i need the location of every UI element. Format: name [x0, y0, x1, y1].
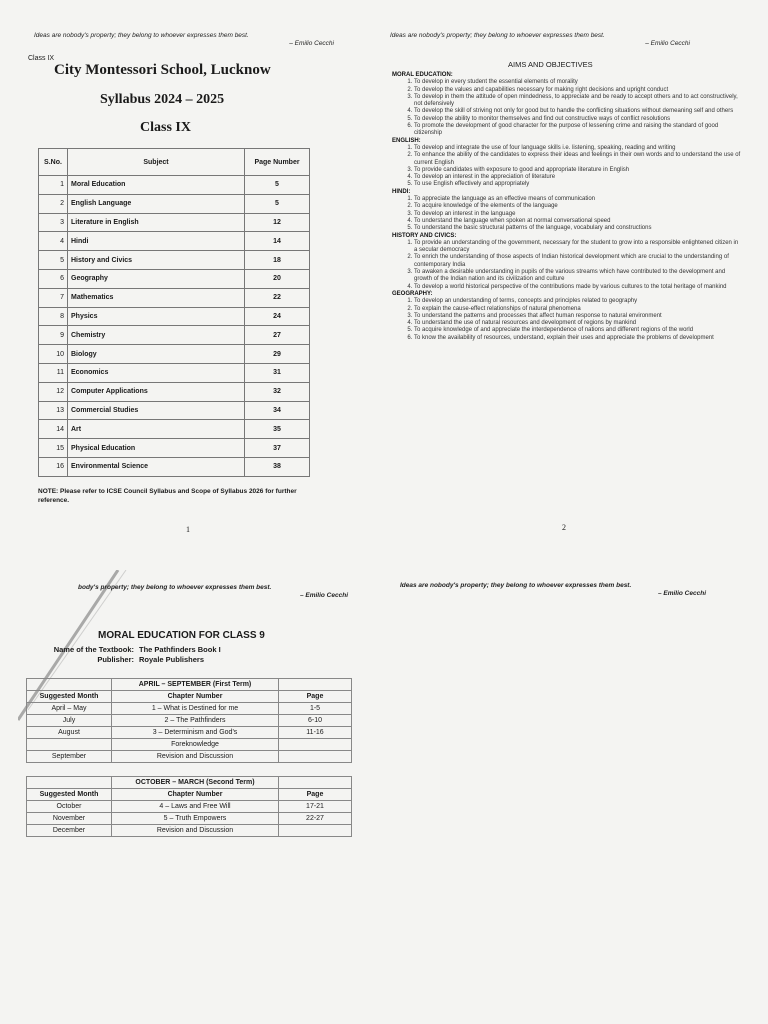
table-row [39, 269, 310, 288]
row-page [279, 739, 352, 751]
syllabus-year: Syllabus 2024 – 2025 [100, 92, 225, 107]
row-page: 27 [245, 326, 310, 345]
objective-item: 2. To develop the values and capabilities necessary for making right decisions and upright conduct [414, 87, 742, 94]
aims-body [392, 72, 742, 342]
second-term-body [27, 801, 352, 837]
table-header-row [39, 149, 310, 176]
objective-item: 3. To develop an interest in the language [414, 211, 742, 218]
row-sno: 14 [39, 420, 68, 439]
publisher-label: Publisher: [97, 655, 134, 664]
row-subject: Literature in English [68, 213, 245, 232]
class-title: Class IX [140, 120, 191, 135]
row-subject: Computer Applications [68, 382, 245, 401]
first-term-body [27, 703, 352, 763]
col-month: Suggested Month [27, 789, 112, 801]
row-page: 31 [245, 363, 310, 382]
row-chapter: 2 – The Pathfinders [112, 715, 279, 727]
school-name: City Montessori School, Lucknow [54, 62, 271, 78]
objective-item: 6. To know the availability of resources, understand, explain their uses and appreciate the problems of development [414, 335, 742, 342]
row-page: 38 [245, 457, 310, 476]
row-sno: 1 [39, 176, 68, 195]
row-sno: 10 [39, 345, 68, 364]
row-sno: 4 [39, 232, 68, 251]
row-page: 17-21 [279, 801, 352, 813]
objective-item: 3. To awaken a desirable understanding in pupils of the various streams which have contributed to the development and growth of the Indian nation and its civilization and culture [414, 269, 742, 284]
row-subject: Economics [68, 363, 245, 382]
objective-item: 3. To provide candidates with exposure to good and appropriate literature in English [414, 167, 742, 174]
table-row [39, 326, 310, 345]
quote-text: Ideas are nobody's property; they belong to whoever expresses them best. [390, 32, 605, 39]
table-row [39, 307, 310, 326]
section-title: HISTORY AND CIVICS: [392, 232, 457, 239]
table-row [39, 194, 310, 213]
moral-education-page [18, 570, 363, 1010]
syllabus-note: NOTE: Please refer to ICSE Council Syllabus and Scope of Syllabus 2026 for further reference. [38, 488, 297, 504]
table-row [39, 213, 310, 232]
term-heading: OCTOBER – MARCH (Second Term) [112, 777, 279, 789]
row-page [279, 751, 352, 763]
row-chapter: 5 – Truth Empowers [112, 813, 279, 825]
page-number: 2 [562, 523, 566, 532]
header-page: Page Number [245, 149, 310, 176]
row-page: 14 [245, 232, 310, 251]
row-page: 5 [245, 194, 310, 213]
page-quote [400, 582, 706, 598]
objective-item: 5. To develop the ability to monitor themselves and find out constructive ways of conflict resolutions [414, 116, 742, 123]
row-subject: Commercial Studies [68, 401, 245, 420]
row-page: 24 [245, 307, 310, 326]
row-page: 20 [245, 269, 310, 288]
row-subject: History and Civics [68, 251, 245, 270]
row-subject: Chemistry [68, 326, 245, 345]
row-subject: Hindi [68, 232, 245, 251]
section-title: HINDI: [392, 188, 411, 195]
objective-list [392, 196, 742, 232]
page-number: 1 [186, 525, 190, 534]
objective-item: 2. To enrich the understanding of those aspects of Indian historical development which are crucial to the understanding of contemporary India [414, 254, 742, 269]
row-sno: 8 [39, 307, 68, 326]
objective-item: 1. To develop in every student the essential elements of morality [414, 79, 742, 86]
row-page: 1-5 [279, 703, 352, 715]
objective-item: 6. To promote the development of good character for the purpose of lessening crime and raising the standard of good citizenship [414, 123, 742, 138]
row-page: 18 [245, 251, 310, 270]
objective-list [392, 79, 742, 137]
row-page: 12 [245, 213, 310, 232]
table-row [39, 439, 310, 458]
row-chapter: 1 – What is Destined for me [112, 703, 279, 715]
row-subject: Physical Education [68, 439, 245, 458]
row-page: 6-10 [279, 715, 352, 727]
page-quote [34, 32, 334, 48]
row-page: 37 [245, 439, 310, 458]
row-chapter: 4 – Laws and Free Will [112, 801, 279, 813]
row-month: August [27, 727, 112, 739]
syllabus-index-page [18, 28, 363, 548]
row-subject: Art [68, 420, 245, 439]
col-chapter: Chapter Number [112, 789, 279, 801]
subject-table [38, 148, 310, 477]
row-page: 11-16 [279, 727, 352, 739]
textbook-name: The Pathfinders Book I [139, 645, 221, 654]
row-sno: 6 [39, 269, 68, 288]
quote-author: – Emilio Cecchi [645, 40, 690, 47]
row-month: December [27, 825, 112, 837]
row-subject: Environmental Science [68, 457, 245, 476]
section-title: GEOGRAPHY: [392, 290, 433, 297]
table-row [27, 715, 352, 727]
table-row [27, 703, 352, 715]
table-row [39, 420, 310, 439]
moral-ed-title: MORAL EDUCATION FOR CLASS 9 [98, 630, 265, 641]
objective-item: 4. To develop an interest in the appreciation of literature [414, 174, 742, 181]
objective-item: 1. To develop and integrate the use of four language skills i.e. listening, speaking, reading and writing [414, 145, 742, 152]
row-subject: Moral Education [68, 176, 245, 195]
aims-heading: AIMS AND OBJECTIVES [508, 60, 593, 69]
objective-item: 3. To develop in them the attitude of open mindedness, to appreciate and be ready to accept others and to act constructively, not defensively [414, 94, 742, 109]
quote-author: – Emilio Cecchi [299, 592, 348, 599]
row-subject: Geography [68, 269, 245, 288]
objective-list [392, 240, 742, 291]
row-page: 29 [245, 345, 310, 364]
row-subject: Biology [68, 345, 245, 364]
quote-text: Ideas are nobody's property; they belong to whoever expresses them best. [34, 32, 249, 39]
row-chapter: 3 – Determinism and God's [112, 727, 279, 739]
objective-item: 5. To understand the basic structural patterns of the language, vocabulary and constructions [414, 225, 742, 232]
textbook-label: Name of the Textbook: [53, 645, 134, 654]
table-row [39, 457, 310, 476]
row-page: 34 [245, 401, 310, 420]
first-term-table [26, 678, 352, 763]
row-subject: Mathematics [68, 288, 245, 307]
col-page: Page [279, 691, 352, 703]
row-page [279, 825, 352, 837]
objective-item: 5. To use English effectively and appropriately [414, 181, 742, 188]
quote-text: body's property; they belong to whoever expresses them best. [78, 584, 272, 591]
col-month: Suggested Month [27, 691, 112, 703]
col-page: Page [279, 789, 352, 801]
table-row [27, 727, 352, 739]
row-subject: Physics [68, 307, 245, 326]
row-sno: 3 [39, 213, 68, 232]
row-month [27, 739, 112, 751]
table-row [27, 825, 352, 837]
row-page: 22-27 [279, 813, 352, 825]
row-sno: 16 [39, 457, 68, 476]
row-subject: English Language [68, 194, 245, 213]
table-row [27, 739, 352, 751]
row-page: 22 [245, 288, 310, 307]
table-row [39, 363, 310, 382]
objective-item: 4. To understand the language when spoken at normal conversational speed [414, 218, 742, 225]
table-row [39, 251, 310, 270]
row-sno: 2 [39, 194, 68, 213]
row-chapter: Revision and Discussion [112, 751, 279, 763]
objective-item: 2. To acquire knowledge of the elements of the language [414, 203, 742, 210]
row-page: 32 [245, 382, 310, 401]
row-month: November [27, 813, 112, 825]
row-month: October [27, 801, 112, 813]
objective-item: 1. To develop an understanding of terms, concepts and principles related to geography [414, 298, 742, 305]
table-row [39, 401, 310, 420]
publisher-name: Royale Publishers [139, 655, 205, 664]
quote-author: – Emilio Cecchi [289, 40, 334, 47]
term-heading: APRIL – SEPTEMBER (First Term) [112, 679, 279, 691]
table-row [39, 176, 310, 195]
row-page: 35 [245, 420, 310, 439]
objective-item: 5. To acquire knowledge of and appreciate the interdependence of nations and different regions of the world [414, 327, 742, 334]
objective-list [392, 145, 742, 189]
table-row [27, 801, 352, 813]
subject-table-body [39, 176, 310, 477]
objective-item: 3. To understand the patterns and processes that affect human response to natural environment [414, 313, 742, 320]
table-row [39, 288, 310, 307]
table-row [39, 232, 310, 251]
page-quote [78, 584, 348, 600]
second-term-table [26, 776, 352, 837]
objective-list [392, 298, 742, 342]
row-chapter: Revision and Discussion [112, 825, 279, 837]
section-title: ENGLISH: [392, 137, 421, 144]
table-row [39, 382, 310, 401]
table-row [27, 751, 352, 763]
row-sno: 13 [39, 401, 68, 420]
row-sno: 11 [39, 363, 68, 382]
objective-item: 1. To appreciate the language as an effective means of communication [414, 196, 742, 203]
objective-item: 4. To understand the use of natural resources and development of regions by mankind [414, 320, 742, 327]
objective-item: 1. To provide an understanding of the government, necessary for the student to grow into a responsible enlightened citizen in a secular democracy [414, 240, 742, 255]
class-tag: Class IX [28, 55, 55, 62]
textbook-meta [46, 645, 221, 665]
aims-objectives-page [382, 28, 754, 548]
row-month: April – May [27, 703, 112, 715]
row-chapter: Foreknowledge [112, 739, 279, 751]
quote-text: Ideas are nobody's property; they belong to whoever expresses them best. [400, 582, 632, 589]
row-sno: 5 [39, 251, 68, 270]
header-subject: Subject [68, 149, 245, 176]
row-sno: 9 [39, 326, 68, 345]
row-page: 5 [245, 176, 310, 195]
row-sno: 7 [39, 288, 68, 307]
col-chapter: Chapter Number [112, 691, 279, 703]
row-sno: 15 [39, 439, 68, 458]
table-row [39, 345, 310, 364]
objective-item: 4. To develop a world historical perspective of the contributions made by various cultures to the total heritage of mankind [414, 284, 742, 291]
objective-item: 2. To enhance the ability of the candidates to express their ideas and feelings in their own words and to understand the use of current English [414, 152, 742, 167]
objective-item: 2. To explain the cause-effect relationships of natural phenomena [414, 306, 742, 313]
row-sno: 12 [39, 382, 68, 401]
blank-quote-page [388, 570, 758, 1010]
row-month: September [27, 751, 112, 763]
section-title: MORAL EDUCATION: [392, 72, 453, 78]
objective-item: 4. To develop the skill of striving not only for good but to handle the conflicting situations without demeaning self and others [414, 108, 742, 115]
page-quote [390, 32, 690, 48]
table-row [27, 813, 352, 825]
row-month: July [27, 715, 112, 727]
header-sno: S.No. [39, 149, 68, 176]
quote-author: – Emilio Cecchi [657, 590, 706, 597]
